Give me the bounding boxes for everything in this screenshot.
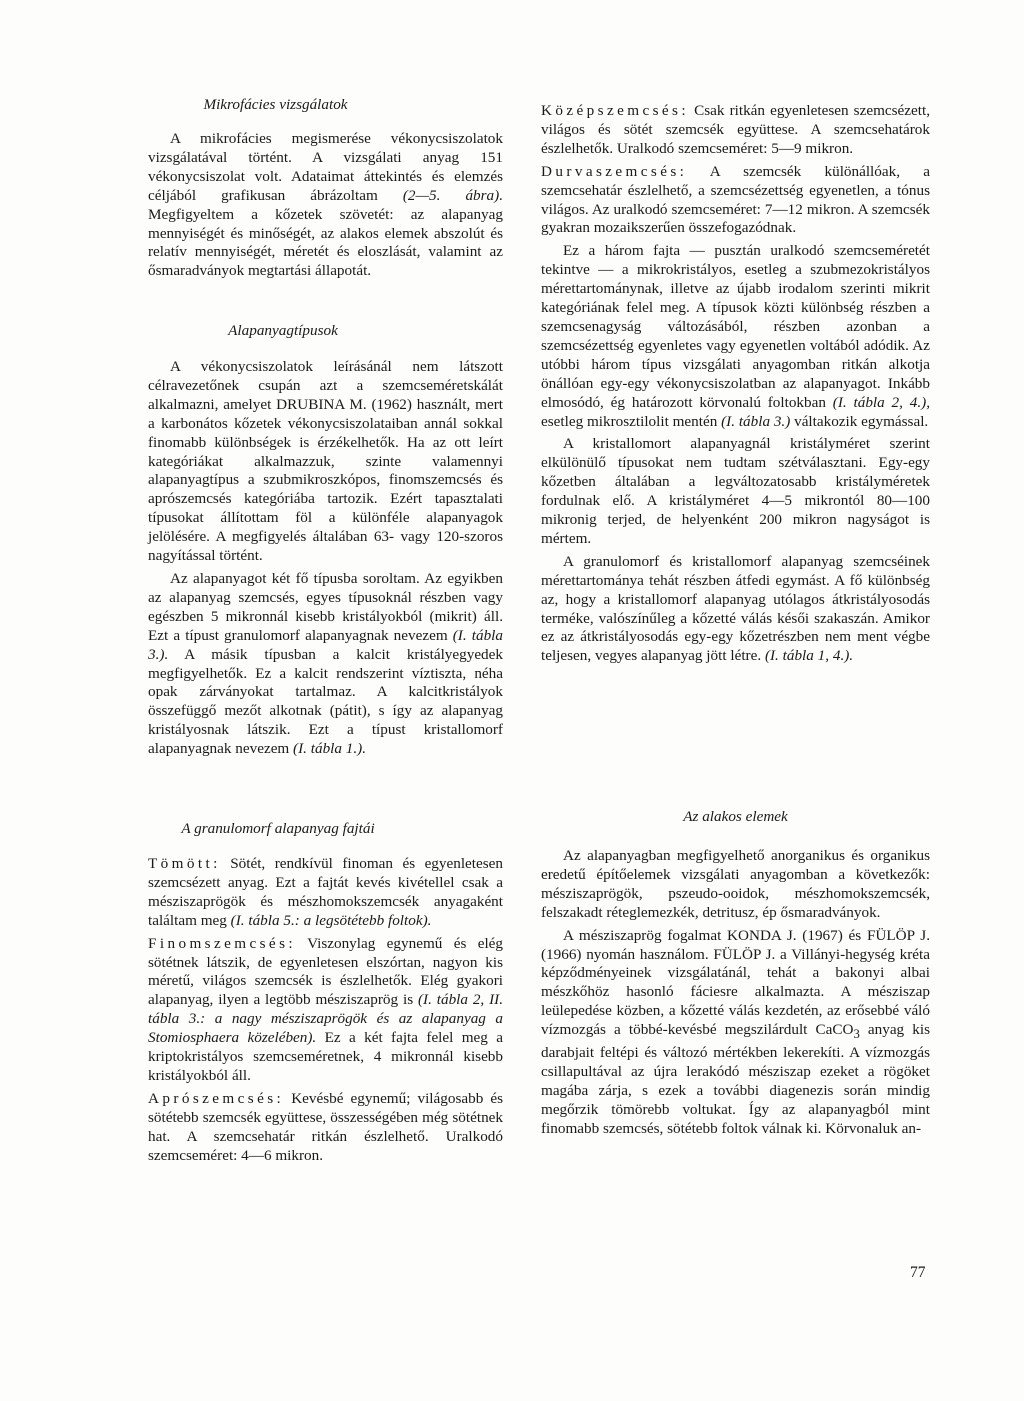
paragraph-alapanyag-2: Az alapanyagot két fő típusba soroltam. Az egyikben az alapanyag szemcsés, egyes típusoknál részben vagy egészben 5 mikronnál kisebb kristályokból (mikrit) áll. Ezt a típust granulomorf alapanyagnak nevezem (I. tábla 3.). A másik típusban a kalcit kristályegyedek megfigyelhetők. Ez a kalcit rendszerint víztiszta, néha opak zárványokat tartalmaz. A kalcitkristályok összefüggő mezőt alkotnak (pátit), s így az alapanyag kristályosnak látszik. Ezt a típust kristallomorf alapanyagnak nevezem (I. tábla 1.). — [148, 569, 503, 758]
paragraph-harom-fajta: Ez a három fajta — pusztán uralkodó szemcseméretét tekintve — a mikrokristályos, esetleg a szubmezokristályos mérettartománynak, illetve az újabb irodalom szerinti mikrit kategóriának felel meg. A típusok közti különbség részben a szemcsenagyság változásából, részben azonban a szemcsézettség egyenletes vagy egyenetlen voltából adódik. Az utóbbi három típus vizsgálati anyagomban ritkán alkotja önállóan egy-egy vékonycsiszolatban az alapanyagot. Inkább elmosódó, ég határozott körvonalú foltokban (I. tábla 2, 4.), esetleg mikrosztilolit mentén (I. tábla 3.) váltakozik egymással. — [541, 242, 930, 430]
paragraph-kozepszemcses: Középszemcsés: Csak ritkán egyenletesen szemcsézett, világos és sötét szemcsék együttese. A szemcsehatárok észlelhetők. Uralkodó szemcseméret: 5—9 mikron. — [541, 102, 930, 157]
paragraph-alapanyag-1: A vékonycsiszolatok leírásánál nem látszott célravezetőnek csupán azt a szemcseméretskálát alkalmazni, amelyet DRUBINA M. (1962) használt, mert a karbonátos kőzetek vékonycsiszolataiban annál sokkal finomabb különbségek is érzékelhetők. Ha az ott leírt kategóriákat alkalmazzuk, szinte valamennyi alapanyagtípus a szubmikroszkópos, finomszemcsés és aprószemcsés kategóriába tartozik. Ezért tapasztalati típusokat állítottam föl a különféle alapanyagok jelölésére. A megfigyelés általában 63- vagy 120-szoros nagyítással történt. — [148, 358, 503, 565]
right-col-block-2 — [541, 847, 930, 1143]
paragraph-aproszemcses: Aprószemcsés: Kevésbé egynemű; világosabb és sötétebb szemcsék együttese, összességében még sötétnek hat. A szemcsehatár ritkán észlelhető. Uralkodó szemcseméret: 4—6 mikron. — [148, 1089, 503, 1164]
paragraph-tomott: Tömött: Sötét, rendkívül finoman és egyenletesen szemcsézett anyag. Ezt a fajtát kevés kivétellel csak a mésziszaprögök és mészhomokszemcsék anyagaként találtam meg (I. tábla 5.: a legsötétebb foltok). — [148, 855, 503, 929]
left-col-block-2 — [148, 358, 503, 763]
heading-alakos-elemek: Az alakos elemek — [683, 808, 788, 825]
paragraph-alakos-elemek: Az alapanyagban megfigyelhető anorganikus és organikus eredetű építőelemek vizsgálati anyagomban a következők: mésziszaprögök, pszeudo-ooidok, mészhomokszemcsék, felszakadt réteglemezkék, detritusz, ép ősmaradványok. — [541, 847, 930, 921]
paragraph-kristallomorf: A kristallomort alapanyagnál kristályméret szerint elkülönülő típusokat nem tudtam szétválasztani. Egy-egy kőzetben általában a legváltozatosabb kristályméretek fordulnak elő. A kristályméret 4—5 mikrontól 80—100 mikronig terjed, de helyenként 200 mikron nagyságot is mértem. — [541, 435, 930, 547]
heading-alapanyagtipusok: Alapanyagtípusok — [228, 322, 338, 339]
right-col-block-1 — [541, 102, 930, 670]
left-col-block-3 — [148, 855, 503, 1170]
heading-mikrofacies: Mikrofácies vizsgálatok — [203, 96, 348, 113]
heading-granulomorf: A granulomorf alapanyag fajtái — [181, 820, 375, 837]
paragraph-mesziszaprog: A mésziszaprög fogalmat KONDA J. (1967) és FÜLÖP J. (1966) nyomán használom. FÜLÖP J. a Villányi-hegység kréta képződményeinek vizsgálatánál, tehát a bakonyi albai mészkőhöz hasonló fáciesre alkalmazta. A mésziszap leülepedése közben, a kőzetté válás kezdetén, az erősebbé váló vízmozgás a többé-kevésbé megszilárdult CaCO$_3$ anyag kis darabjait feltépi és változó mértékben lekerekíti. A vízmozgás csillapultával az újra lerakódó mésziszap ezeket a rögöket magába zárja, s ezek a további diagenezis során mindig megőrzik tömörebb voltukat. Így az alapanyagból mint finomabb szemcsés, sötétebb foltok válnak ki. Körvonaluk an- — [541, 926, 930, 1137]
paragraph-finomszemcses: Finomszemcsés: Viszonylag egynemű és elég sötétnek látszik, de egyenletesen elszórtan, nagyon kis méretű, világos szemcsék is észlelhetők. Elég gyakori alapanyag, ilyen a legtöbb mésziszaprög is (I. tábla 2, II. tábla 3.: a nagy mésziszaprögök és az alapanyag a Stomiosphaera közelében). Ez a két fajta felel meg a kriptokristályos szemcseméretnek, 4 mikronnál kisebb kristályokból áll. — [148, 934, 504, 1084]
paragraph-mikrofacies: A mikrofácies megismerése vékonycsiszolatok vizsgálatával történt. A vizsgálati anyag 151 vékonycsiszolat volt. Adataimat áttekintés és elemzés céljából grafikusan ábrázoltam (2—5. ábra). Megfigyeltem a kőzetek szövetét: az alapanyag mennyiségét és minőségét, az alakos elemek abszolút és relatív mennyiségét, méretét és eloszlását, valamint az ősmaradványok megtartási állapotát. — [148, 130, 504, 280]
paragraph-durvaszemcses: Durvaszemcsés: A szemcsék különállóak, a szemcsehatár észlelhető, a szemcsézettség egyenetlen, a tónus világos. Az uralkodó szemcseméret: 7—12 mikron. A szemcsék gyakran mozaikszerűen összefogazódnak. — [541, 162, 930, 237]
left-col-block-1 — [148, 130, 503, 285]
page-number: 77 — [910, 1264, 926, 1281]
paragraph-granulomorf-kristallomorf: A granulomorf és kristallomorf alapanyag szemcséinek mérettartománya tehát részben átfedi egymást. A fő különbség az, hogy a kristallomorf alapanyag utólagos átkristályosodás terméke, valószínűleg a kőzetté válás késői szakaszán. Amikor ez az átkristályosodás egy-egy kőzetrészben nem ment végbe teljesen, vegyes alapanyag jött létre. (I. tábla 1, 4.). — [541, 552, 930, 665]
